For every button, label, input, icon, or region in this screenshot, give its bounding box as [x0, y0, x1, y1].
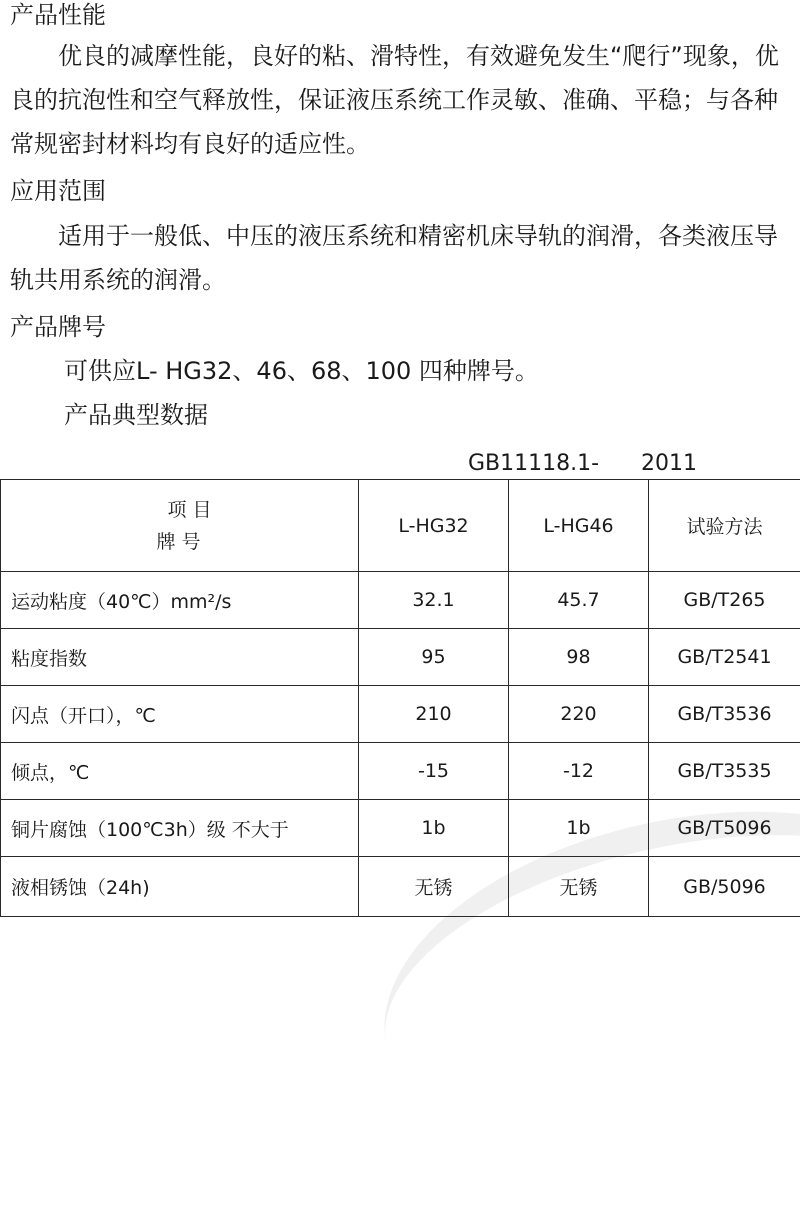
grade-46-value: 1b: [509, 800, 649, 857]
grade-32-header: L-HG32: [359, 480, 509, 572]
performance-paragraph: [10, 34, 800, 166]
item-header-label: 项 目: [1, 494, 358, 526]
row-label: 倾点，℃: [1, 743, 359, 800]
section-title-application: 应用范围: [10, 176, 106, 206]
grade-32-value: 210: [359, 686, 509, 743]
grade-32-value: 无锈: [359, 857, 509, 917]
section-title-performance: 产品性能: [10, 0, 106, 30]
row-label: 运动粘度（40℃）mm²/s: [1, 572, 359, 629]
table-row: [1, 743, 800, 800]
table-row: [1, 857, 800, 917]
grade-46-value: 45.7: [509, 572, 649, 629]
grade-32-value: 95: [359, 629, 509, 686]
row-label: 液相锈蚀（24h): [1, 857, 359, 917]
table-header-row: [1, 480, 800, 572]
grade-46-value: 98: [509, 629, 649, 686]
typical-data-table: [0, 479, 800, 917]
test-method-value: GB/T2541: [649, 629, 800, 686]
grade-32-value: 1b: [359, 800, 509, 857]
typical-data-title: 产品典型数据: [64, 400, 208, 430]
grade-32-value: 32.1: [359, 572, 509, 629]
test-method-value: GB/T3536: [649, 686, 800, 743]
table-row: [1, 572, 800, 629]
section-title-grades: 产品牌号: [10, 312, 106, 342]
test-method-value: GB/5096: [649, 857, 800, 917]
test-method-value: GB/T5096: [649, 800, 800, 857]
grade-32-value: -15: [359, 743, 509, 800]
application-text: 适用于一般低、中压的液压系统和精密机床导轨的润滑，各类液压导轨共用系统的润滑。: [10, 222, 778, 294]
row-label: 粘度指数: [1, 629, 359, 686]
application-paragraph: [10, 214, 800, 302]
test-method-value: GB/T3535: [649, 743, 800, 800]
grade-46-value: 220: [509, 686, 649, 743]
table-row: [1, 800, 800, 857]
standard-code: GB11118.1-: [468, 450, 599, 478]
row-label: 铜片腐蚀（100℃3h）级 不大于: [1, 800, 359, 857]
row-label: 闪点（开口），℃: [1, 686, 359, 743]
standard-year: 2011: [641, 450, 697, 478]
grade-46-value: -12: [509, 743, 649, 800]
test-method-header: 试验方法: [649, 480, 800, 572]
test-method-value: GB/T265: [649, 572, 800, 629]
grade-header-label: 牌 号: [1, 526, 358, 558]
grade-46-header: L-HG46: [509, 480, 649, 572]
performance-text: 优良的减摩性能，良好的粘、滑特性，有效避免发生“爬行”现象，优良的抗泡性和空气释放性，保证液压系统工作灵敏、准确、平稳；与各种常规密封材料均有良好的适应性。: [10, 42, 779, 158]
table-row: [1, 686, 800, 743]
item-grade-header-cell: [1, 480, 359, 572]
grades-text: 可供应L- HG32、46、68、100 四种牌号。: [64, 356, 539, 386]
table-row: [1, 629, 800, 686]
grade-46-value: 无锈: [509, 857, 649, 917]
